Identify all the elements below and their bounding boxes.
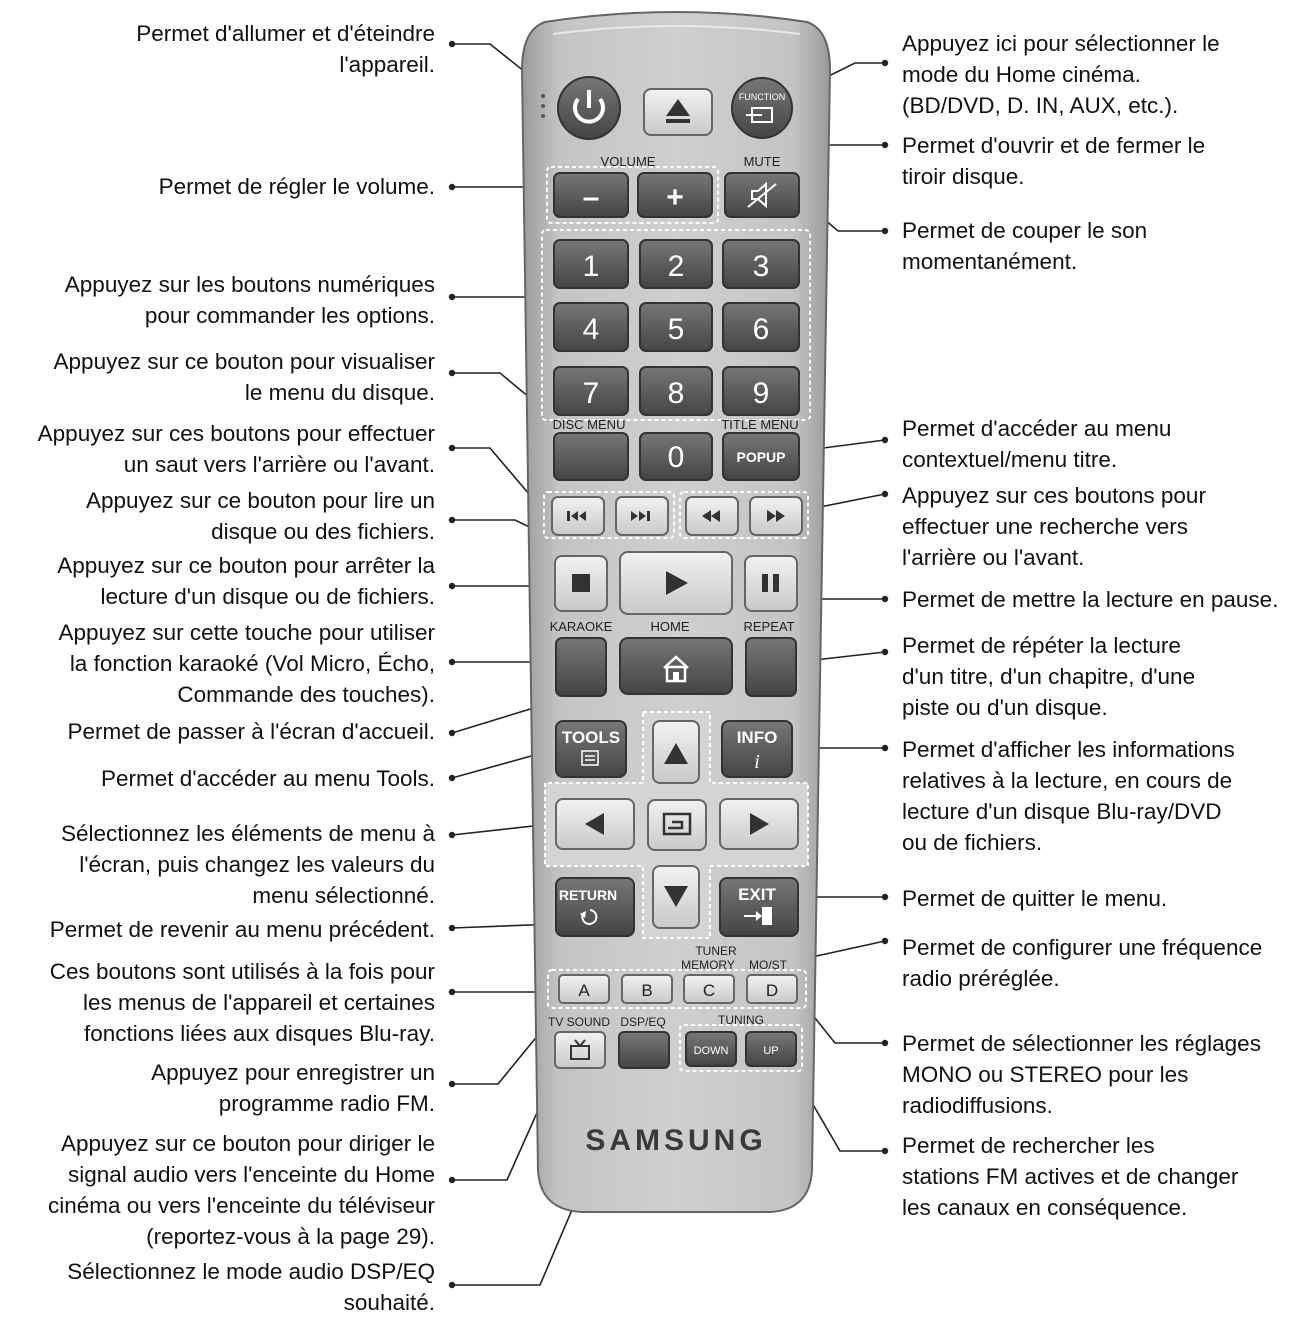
function-label: FUNCTION: [738, 92, 786, 102]
callout-tuner-memory: [902, 932, 1262, 994]
tv-sound-button[interactable]: [555, 1032, 605, 1068]
home-button[interactable]: [620, 638, 732, 694]
callout-karaoke: [59, 617, 435, 710]
callout-info-line: relatives à la lecture, en cours de: [902, 768, 1233, 793]
callout-dsp-eq: [67, 1256, 435, 1318]
callout-pause: [902, 584, 1278, 615]
tuning-up-label: UP: [763, 1045, 779, 1057]
volume-down-button[interactable]: [554, 173, 628, 217]
volume-up-glyph: +: [666, 181, 684, 214]
popup-label: POPUP: [736, 449, 786, 465]
mute-label: MUTE: [743, 154, 781, 169]
callout-mute: [902, 215, 1147, 277]
callout-popup: [902, 413, 1171, 475]
callout-tv-sound-line: signal audio vers l'enceinte du Home: [67, 1162, 435, 1187]
callout-mute-line: Permet de couper le son: [902, 218, 1148, 243]
callout-play: [86, 485, 435, 547]
digit-7-button[interactable]: [554, 367, 628, 415]
mo-st-label: MO/ST: [749, 958, 787, 972]
callout-mo-st-line: MONO ou STEREO pour les: [902, 1062, 1189, 1087]
callout-karaoke-line: Appuyez sur cette touche pour utiliser: [58, 620, 435, 645]
callout-tuner-memory-line: Permet de configurer une fréquence: [902, 935, 1263, 960]
callout-repeat-line: d'un titre, d'un chapitre, d'une: [902, 664, 1196, 689]
callout-karaoke-line: la fonction karaoké (Vol Micro, Écho,: [69, 651, 435, 676]
callout-tools-line: Permet d'accéder au menu Tools.: [100, 766, 435, 791]
stop-button[interactable]: [555, 556, 607, 611]
callout-color-keys: [50, 956, 435, 1049]
callout-function-line: (BD/DVD, D. IN, AUX, etc.).: [902, 93, 1179, 118]
digit-8-label: 8: [667, 377, 685, 410]
popup-button[interactable]: [723, 433, 799, 480]
nav-right-button[interactable]: [720, 799, 798, 849]
callout-return-line: Permet de revenir au menu précédent.: [49, 917, 435, 942]
callout-function-line: Appuyez ici pour sélectionner le: [902, 31, 1220, 56]
callout-karaoke-line: Commande des touches).: [177, 682, 435, 707]
digit-3-label: 3: [752, 250, 770, 283]
callout-tools: [101, 763, 435, 794]
volume-up-button[interactable]: [638, 173, 712, 217]
disc-menu-label: DISC MENU: [552, 417, 626, 432]
callout-record: [151, 1057, 435, 1119]
callout-mo-st-line: Permet de sélectionner les réglages: [902, 1031, 1261, 1056]
digit-1-label: 1: [582, 250, 600, 283]
function-button[interactable]: [732, 78, 792, 138]
callout-color-keys-line: fonctions liées aux disques Blu-ray.: [83, 1021, 435, 1046]
color-key-a-label: A: [578, 981, 590, 1000]
callout-tuner-memory-line: radio préréglée.: [902, 966, 1060, 991]
callout-power: [136, 18, 435, 80]
callout-skip-line: un saut vers l'arrière ou l'avant.: [123, 452, 435, 477]
callout-search-line: l'arrière ou l'avant.: [902, 545, 1085, 570]
digit-keys: [554, 240, 799, 415]
tv-sound-label: TV SOUND: [547, 1015, 611, 1029]
callout-disc-menu-line: le menu du disque.: [244, 380, 435, 405]
info-icon: i: [754, 751, 760, 773]
callout-function-line: mode du Home cinéma.: [902, 62, 1141, 87]
callout-disc-menu-line: Appuyez sur ce bouton pour visualiser: [53, 349, 435, 374]
return-button[interactable]: [556, 878, 634, 936]
tuner-label: TUNER: [695, 944, 737, 958]
callout-tv-sound-line: (reportez-vous à la page 29).: [146, 1224, 435, 1249]
color-key-a-button[interactable]: [559, 975, 609, 1003]
info-button[interactable]: [722, 721, 792, 777]
nav-up-button[interactable]: [653, 721, 699, 783]
callout-home: [67, 716, 435, 747]
callout-repeat-line: piste ou d'un disque.: [902, 695, 1108, 720]
digit-6-button[interactable]: [723, 303, 799, 351]
color-key-b-label: B: [641, 981, 653, 1000]
volume-label: VOLUME: [600, 154, 656, 169]
callout-play-line: disque ou des fichiers.: [211, 519, 435, 544]
tools-label: TOOLS: [561, 728, 621, 747]
digit-5-button[interactable]: [640, 303, 712, 351]
memory-label: MEMORY: [681, 958, 735, 972]
callout-pause-line: Permet de mettre la lecture en pause.: [902, 587, 1279, 612]
callout-repeat-line: Permet de répéter la lecture: [902, 633, 1181, 658]
stop-icon: [572, 574, 590, 592]
tuning-label: TUNING: [718, 1013, 764, 1027]
fast-forward-button[interactable]: [750, 497, 802, 535]
color-key-c-button[interactable]: [684, 975, 734, 1003]
play-button[interactable]: [620, 552, 732, 614]
callout-dsp-eq-line: souhaité.: [343, 1290, 435, 1315]
return-label: RETURN: [558, 887, 618, 903]
callout-navigation-line: Sélectionnez les éléments de menu à: [61, 821, 435, 846]
digit-4-label: 4: [582, 313, 600, 346]
pause-button[interactable]: [745, 556, 797, 611]
callout-info-line: lecture d'un disque Blu-ray/DVD: [902, 799, 1222, 824]
digit-9-label: 9: [752, 377, 770, 410]
enter-button[interactable]: [648, 800, 706, 850]
callout-mo-st: [902, 1028, 1261, 1121]
digit-3-button[interactable]: [723, 240, 799, 288]
callout-tv-sound-line: cinéma ou vers l'enceinte du téléviseur: [47, 1193, 435, 1218]
callout-info-line: Permet d'afficher les informations: [902, 737, 1235, 762]
callout-navigation-line: menu sélectionné.: [252, 883, 435, 908]
skip-forward-button[interactable]: [616, 497, 668, 535]
nav-left-button[interactable]: [556, 799, 634, 849]
callout-tv-sound-line: Appuyez sur ce bouton pour diriger le: [61, 1131, 435, 1156]
brand-logo: SAMSUNG: [585, 1124, 767, 1157]
rewind-button[interactable]: [686, 497, 738, 535]
digit-4-button[interactable]: [554, 303, 628, 351]
callout-color-keys-line: Ces boutons sont utilisés à la fois pour: [49, 959, 435, 984]
callout-power-line: Permet d'allumer et d'éteindre: [136, 21, 435, 46]
callout-search-line: effectuer une recherche vers: [902, 514, 1188, 539]
digit-9-button[interactable]: [723, 367, 799, 415]
callout-mo-st-line: radiodiffusions.: [902, 1093, 1053, 1118]
callout-navigation-line: l'écran, puis changez les valeurs du: [79, 852, 435, 877]
callout-tv-sound: [48, 1128, 435, 1252]
eject-button[interactable]: [644, 89, 712, 135]
callout-stop: [57, 550, 435, 612]
volume-down-glyph: –: [582, 181, 600, 214]
callout-return: [50, 914, 435, 945]
callout-eject: [902, 130, 1205, 192]
callout-volume-line: Permet de régler le volume.: [158, 174, 435, 199]
color-key-b-button[interactable]: [622, 975, 672, 1003]
callout-navigation: [61, 818, 435, 911]
callout-repeat: [902, 630, 1195, 723]
digit-8-button[interactable]: [640, 367, 712, 415]
karaoke-button[interactable]: [556, 638, 606, 696]
callout-exit-line: Permet de quitter le menu.: [902, 886, 1168, 911]
skip-back-button[interactable]: [552, 497, 604, 535]
callout-tuning-line: stations FM actives et de changer: [902, 1164, 1239, 1189]
tuning-down-button[interactable]: [686, 1032, 736, 1066]
exit-label: EXIT: [738, 885, 776, 904]
callout-popup-line: Permet d'accéder au menu: [902, 416, 1172, 441]
info-label: INFO: [736, 728, 778, 747]
callout-mute-line: momentanément.: [902, 249, 1078, 274]
dsp-eq-label: DSP/EQ: [620, 1015, 666, 1029]
repeat-label: REPEAT: [743, 619, 795, 634]
home-label: HOME: [650, 619, 690, 634]
callout-power-line: l'appareil.: [339, 52, 435, 77]
callout-numbers-line: Appuyez sur les boutons numériques: [64, 272, 435, 297]
karaoke-label: KARAOKE: [549, 619, 613, 634]
color-key-d-button[interactable]: [747, 975, 797, 1003]
callout-color-keys-line: les menus de l'appareil et certaines: [83, 990, 435, 1015]
callout-play-line: Appuyez sur ce bouton pour lire un: [86, 488, 435, 513]
callout-info-line: ou de fichiers.: [902, 830, 1043, 855]
digit-7-label: 7: [582, 377, 600, 410]
tools-button[interactable]: [556, 721, 626, 777]
digit-6-label: 6: [752, 313, 770, 346]
callout-tuning-line: les canaux en conséquence.: [902, 1195, 1188, 1220]
tuning-up-button[interactable]: [746, 1032, 796, 1066]
nav-down-button[interactable]: [653, 866, 699, 928]
dsp-eq-button[interactable]: [619, 1032, 669, 1068]
tuning-down-label: DOWN: [693, 1045, 729, 1057]
digit-0-button[interactable]: [640, 433, 712, 480]
callout-stop-line: Appuyez sur ce bouton pour arrêter la: [57, 553, 435, 578]
callout-info: [902, 734, 1235, 858]
color-key-d-label: D: [765, 981, 779, 1000]
callout-disc-menu: [54, 346, 435, 408]
digit-0-label: 0: [667, 441, 685, 474]
callout-numbers-line: pour commander les options.: [144, 303, 435, 328]
callout-eject-line: Permet d'ouvrir et de fermer le: [902, 133, 1206, 158]
callout-tuning: [902, 1130, 1238, 1223]
digit-2-label: 2: [667, 250, 685, 283]
callout-record-line: Appuyez pour enregistrer un: [151, 1060, 435, 1085]
mute-button[interactable]: [725, 173, 799, 217]
callout-exit: [902, 883, 1167, 914]
callout-stop-line: lecture d'un disque ou de fichiers.: [100, 584, 435, 609]
exit-button[interactable]: [720, 878, 798, 936]
callout-home-line: Permet de passer à l'écran d'accueil.: [67, 719, 435, 744]
digit-2-button[interactable]: [640, 240, 712, 288]
color-key-c-label: C: [702, 981, 716, 1000]
callout-popup-line: contextuel/menu titre.: [902, 447, 1118, 472]
callout-function: [902, 28, 1220, 121]
callout-eject-line: tiroir disque.: [902, 164, 1025, 189]
callout-volume: [159, 171, 435, 202]
disc-menu-button[interactable]: [554, 433, 628, 480]
callout-numbers: [65, 269, 435, 331]
digit-1-button[interactable]: [554, 240, 628, 288]
callout-skip-line: Appuyez sur ces boutons pour effectuer: [37, 421, 435, 446]
callout-skip: [38, 418, 435, 480]
callout-tuning-line: Permet de rechercher les: [902, 1133, 1155, 1158]
callout-dsp-eq-line: Sélectionnez le mode audio DSP/EQ: [67, 1259, 435, 1284]
repeat-button[interactable]: [746, 638, 796, 696]
title-menu-label: TITLE MENU: [721, 417, 799, 432]
power-button[interactable]: [558, 77, 620, 139]
callout-search-line: Appuyez sur ces boutons pour: [902, 483, 1206, 508]
callout-search: [902, 480, 1206, 573]
callout-record-line: programme radio FM.: [218, 1091, 435, 1116]
digit-5-label: 5: [667, 313, 685, 346]
